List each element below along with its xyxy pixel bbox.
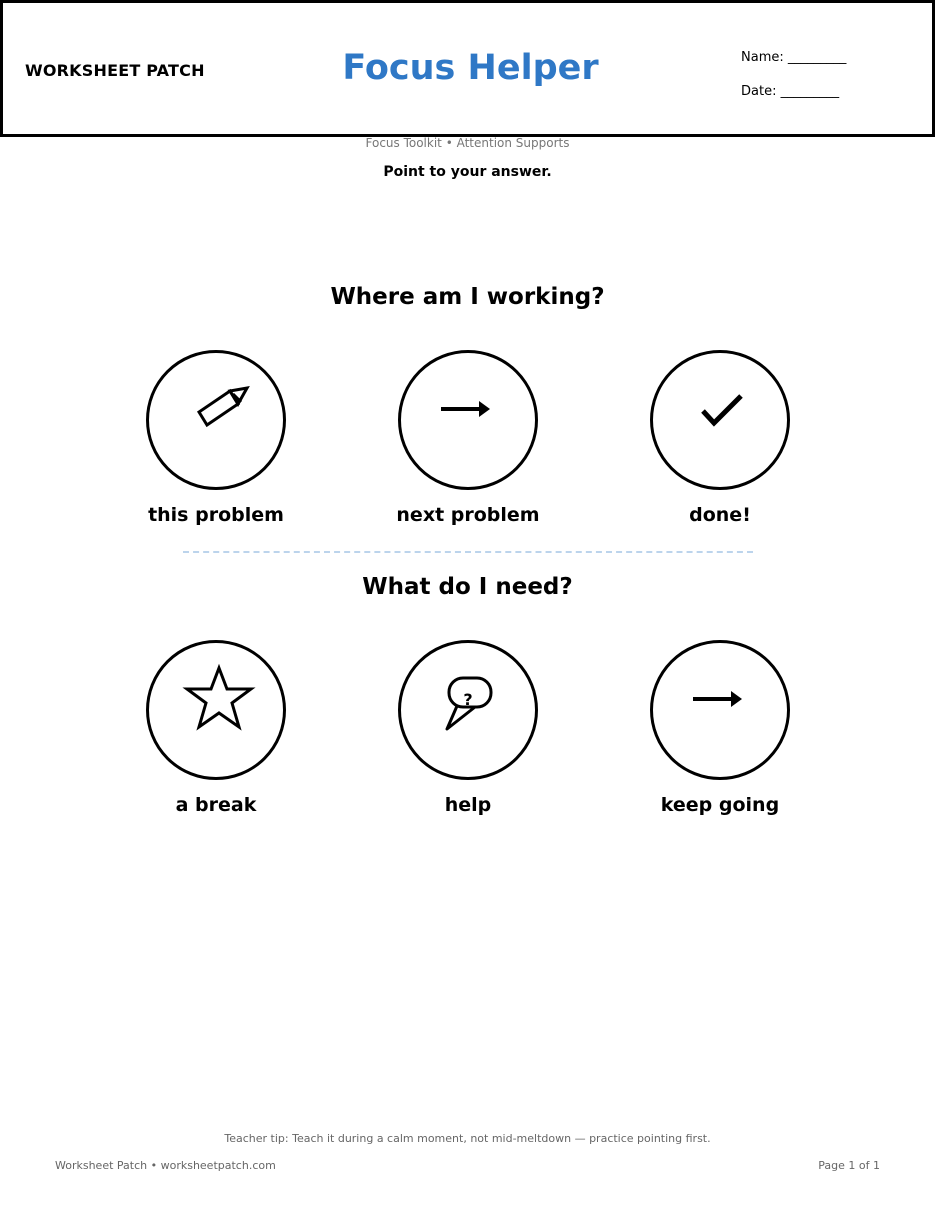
star-icon xyxy=(149,643,283,777)
choice-circle[interactable] xyxy=(650,350,790,490)
footer-site: Worksheet Patch • worksheetpatch.com xyxy=(55,1159,276,1172)
arrow-right-icon xyxy=(653,643,787,777)
teacher-tip: Teacher tip: Teach it during a calm moment, not mid-meltdown — practice pointing first. xyxy=(224,1132,711,1145)
choice-circle[interactable] xyxy=(398,350,538,490)
section-divider xyxy=(183,551,753,553)
choice-a-break[interactable] xyxy=(116,640,316,816)
choice-label: done! xyxy=(689,504,751,526)
choice-done[interactable] xyxy=(620,350,820,526)
choice-next-problem[interactable] xyxy=(368,350,568,526)
section-heading-where: Where am I working? xyxy=(330,284,605,310)
arrow-right-icon xyxy=(401,353,535,487)
choice-label: keep going xyxy=(660,794,780,816)
pencil-icon xyxy=(149,353,283,487)
instruction: Point to your answer. xyxy=(383,164,552,180)
choice-circle[interactable] xyxy=(146,350,286,490)
question-speech-bubble-icon xyxy=(401,643,535,777)
subtitle: Focus Toolkit • Attention Supports xyxy=(365,136,570,150)
choice-circle[interactable] xyxy=(650,640,790,780)
choice-circle[interactable] xyxy=(146,640,286,780)
question-mark-glyph: ? xyxy=(463,690,473,709)
section-heading-need: What do I need? xyxy=(362,574,573,600)
choice-this-problem[interactable] xyxy=(116,350,316,526)
choice-keep-going[interactable] xyxy=(620,640,820,816)
choice-label: help xyxy=(444,794,492,816)
checkmark-icon xyxy=(653,353,787,487)
header-box xyxy=(0,0,935,137)
choice-circle[interactable] xyxy=(398,640,538,780)
choice-label: a break xyxy=(175,794,257,816)
brand-name: WORKSHEET PATCH xyxy=(25,61,205,80)
page-title: Focus Helper xyxy=(342,48,599,88)
name-field[interactable]: Name: _________ xyxy=(741,50,847,65)
choice-label: this problem xyxy=(148,504,284,526)
choice-help[interactable] xyxy=(368,640,568,816)
choice-label: next problem xyxy=(396,504,540,526)
page-number: Page 1 of 1 xyxy=(818,1159,880,1172)
date-field[interactable]: Date: _________ xyxy=(741,84,840,99)
